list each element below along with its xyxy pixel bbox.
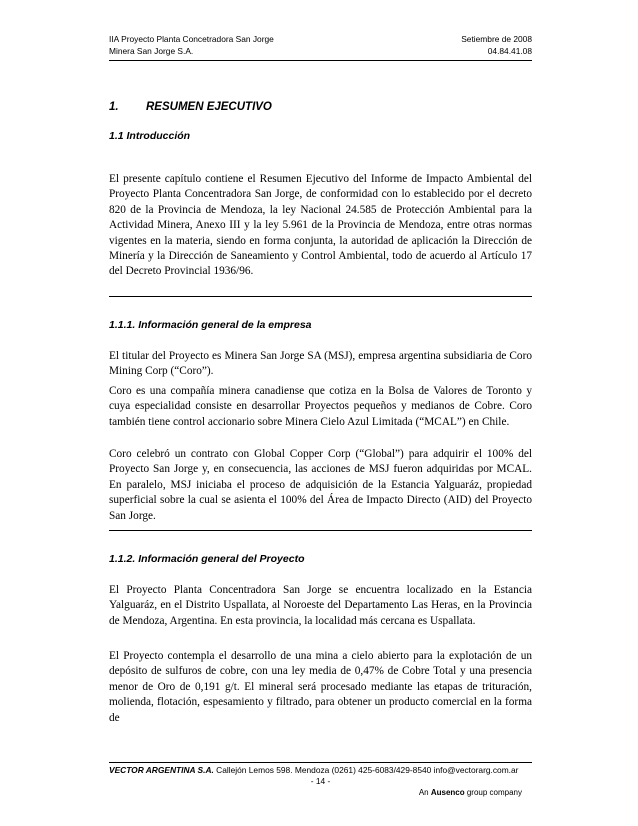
header-rule bbox=[109, 60, 532, 61]
subsection-heading: 1.1 Introducción bbox=[109, 130, 191, 142]
footer-brand: VECTOR ARGENTINA S.A. bbox=[109, 765, 214, 775]
page-number: - 14 - bbox=[310, 776, 331, 786]
section-divider bbox=[109, 530, 532, 531]
proyecto-paragraph-1: El Proyecto Planta Concentradora San Jorge se encuentra localizado en la Estancia Yalguaráz, en el Distrito Uspallata, al Noroeste del Departamento Las Heras, en la Provincia de Mendoza, Argentina. En esta provincia, la localidad más cercana es Uspallata. bbox=[109, 584, 532, 627]
header-project: IIA Proyecto Planta Concetradora San Jorge bbox=[109, 34, 274, 44]
section-divider bbox=[109, 296, 532, 297]
footer-contact bbox=[109, 765, 532, 776]
proyecto-heading: 1.1.2. Información general del Proyecto bbox=[109, 553, 305, 565]
header-company: Minera San Jorge S.A. bbox=[109, 46, 194, 56]
section-heading bbox=[109, 101, 272, 113]
section-number: 1. bbox=[109, 101, 119, 113]
footer-rule bbox=[109, 762, 532, 763]
ausenco-brand: Ausenco bbox=[430, 788, 465, 797]
empresa-paragraph-3: Coro celebró un contrato con Global Copper Corp (“Global”) para adquirir el 100% del Proyecto San Jorge y, en consecuencia, las acciones de MSJ fueron adquiridas por MCAL. En paralelo, MSJ iniciaba el proceso de adquisición de la Estancia Yalguaráz, propiedad superficial sobre la cual se asienta el 100% del Área de Impacto Directo (AID) del Proyecto San Jorge. bbox=[109, 448, 532, 522]
footer-group-note: An Ausenco group company bbox=[418, 788, 522, 797]
page-footer bbox=[109, 765, 532, 797]
section-title: RESUMEN EJECUTIVO bbox=[146, 101, 272, 113]
intro-paragraph: El presente capítulo contiene el Resumen Ejecutivo del Informe de Impacto Ambiental del Proyecto Planta Concentradora San Jorge, de conformidad con lo establecido por el decreto 820 de la Provincia de Mendoza, la ley Nacional 24.585 de Protección Ambiental para la Actividad Minera, Anexo III y la ley 5.961 de la Provincia de Mendoza, entre otras normas vigentes en la materia, siendo en forma conjunta, la autoridad de aplicación la Dirección de Minería y la Dirección de Saneamiento y Control Ambiental, todo de acuerdo al Artículo 17 del Decreto Provincial 1936/96. bbox=[109, 173, 532, 278]
empresa-paragraph-2: Coro es una compañía minera canadiense que cotiza en la Bolsa de Valores de Toronto y cuya especialidad consiste en desarrollar Proyectos pequeños y medianos de Cobre. Coro también tiene control accionario sobre Minera Cielo Azul Limitada (“MCAL”) en Chile. bbox=[109, 385, 532, 428]
empresa-heading: 1.1.1. Información general de la empresa bbox=[109, 319, 312, 331]
footer-address: Callejón Lemos 598. Mendoza (0261) 425-6083/429-8540 info@vectorarg.com.ar bbox=[213, 765, 519, 775]
proyecto-paragraph-2: El Proyecto contempla el desarrollo de una mina a cielo abierto para la explotación de un depósito de sulfuros de cobre, con una ley media de 0,47% de Cobre Total y una presencia menor de Oro de 0,191 g/t. El mineral será procesado mediante las etapas de trituración, molienda, flotación, espesamiento y filtrado, para obtener un producto comercial en la forma de bbox=[109, 650, 532, 724]
header-date: Setiembre de 2008 bbox=[461, 34, 532, 44]
header-code: 04.84.41.08 bbox=[487, 46, 532, 56]
empresa-paragraph-1: El titular del Proyecto es Minera San Jorge SA (MSJ), empresa argentina subsidiaria de Coro Mining Corp (“Coro”). bbox=[109, 350, 532, 378]
page-header bbox=[109, 33, 532, 57]
